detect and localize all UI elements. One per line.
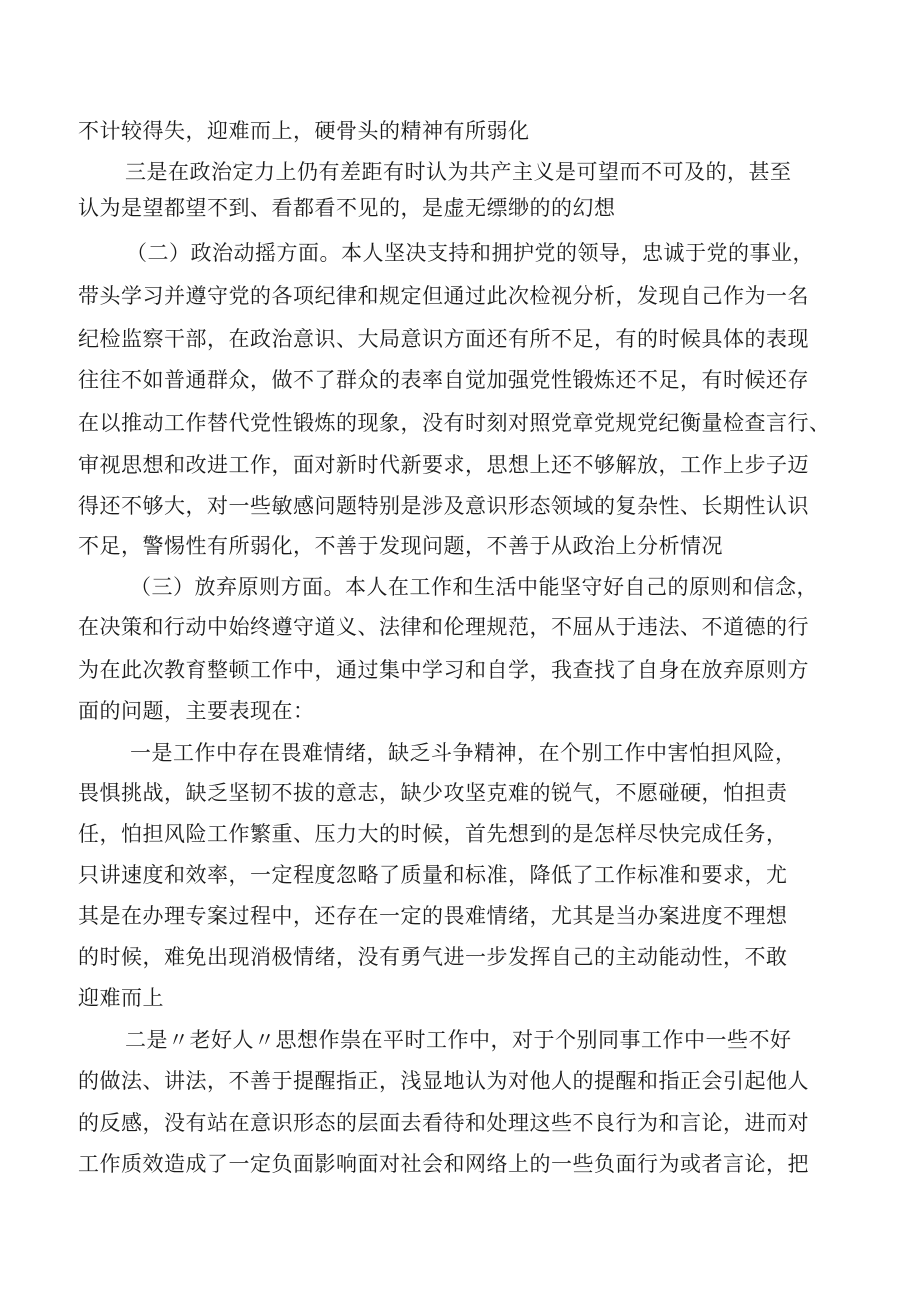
text-line: （三）放弃原则方面。本人在工作和生活中能坚守好自己的原则和信念，: [130, 575, 818, 599]
text-line: 任，怕担风险工作繁重、压力大的时候，首先想到的是怎样尽快完成任务，: [78, 822, 788, 846]
text-line: 审视思想和改进工作，面对新时代新要求，思想上还不够解放，工作上步子迈: [78, 453, 809, 477]
text-line: 在决策和行动中始终遵守道义、法律和伦理规范，不屈从于违法、不道德的行: [78, 615, 809, 639]
text-line: 面的问题，主要表现在：: [78, 699, 315, 723]
text-line: 二是〃老好人〃思想作祟在平时工作中，对于个别同事工作中一些不好: [125, 1028, 792, 1052]
text-line: 在以推动工作替代党性锻炼的现象，没有时刻对照党章党规党纪衡量检查言行、: [78, 411, 831, 435]
text-line: 一是工作中存在畏难情绪，缺乏斗争精神，在个别工作中害怕担风险，: [130, 741, 797, 765]
text-line: 得还不够大，对一些敏感问题特别是涉及意识形态领域的复杂性、长期性认识: [78, 494, 809, 518]
text-line: 的时候，难免出现消极情绪，没有勇气进一步发挥自己的主动能动性，不敢: [78, 945, 788, 969]
text-line: 带头学习并遵守党的各项纪律和规定但通过此次检视分析，发现自己作为一名: [78, 284, 809, 308]
text-line: 不足，警惕性有所弱化，不善于发现问题，不善于从政治上分析情况: [78, 534, 723, 558]
text-line: 迎难而上: [78, 986, 164, 1010]
text-line: 畏惧挑战，缺乏坚韧不拔的意志，缺少攻坚克难的锐气，不愿碰硬，怕担责: [78, 781, 788, 805]
text-line: 为在此次教育整顿工作中，通过集中学习和自学，我查找了自身在放弃原则方: [78, 658, 809, 682]
text-line: 三是在政治定力上仍有差距有时认为共产主义是可望而不可及的，甚至: [125, 160, 792, 184]
text-line: 纪检监察干部，在政治意识、大局意识方面还有所不足，有的时候具体的表现: [78, 327, 809, 351]
text-line: 认为是望都望不到、看都看不见的，是虚无缥缈的的幻想: [78, 196, 616, 220]
text-line: 往往不如普通群众，做不了群众的表率自觉加强党性锻炼还不足，有时候还存: [78, 368, 809, 392]
text-line: 工作质效造成了一定负面影响面对社会和网络上的一些负面行为或者言论，把: [78, 1152, 809, 1176]
text-line: （二）政治动摇方面。本人坚决支持和拥护党的领导，忠诚于党的事业，: [126, 241, 814, 265]
text-line: 的反感，没有站在意识形态的层面去看待和处理这些不良行为和言论，进而对: [78, 1111, 809, 1135]
text-line: 的做法、讲法，不善于提醒指正，浅显地认为对他人的提醒和指正会引起他人: [78, 1069, 809, 1093]
text-line: 其是在办理专案过程中，还存在一定的畏难情绪，尤其是当办案进度不理想: [78, 904, 788, 928]
text-line: 不计较得失，迎难而上，硬骨头的精神有所弱化: [78, 119, 530, 143]
text-line: 只讲速度和效率，一定程度忽略了质量和标准，降低了工作标准和要求，尤: [78, 863, 788, 887]
